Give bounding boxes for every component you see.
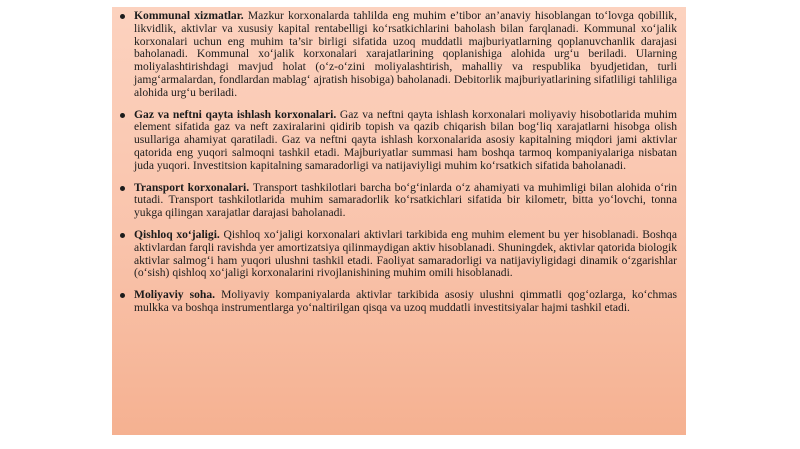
bullet-dot-icon: [120, 14, 125, 19]
bullet-heading: Transport korxonalari.: [134, 180, 253, 194]
bullet-dot-icon: [120, 113, 125, 118]
bullet-heading: Qishloq xo‘jaligi.: [134, 227, 224, 241]
bullet-text: Mazkur korxonalarda tahlilda eng muhim e’tibor an’anaviy hisoblangan to‘lovga qobillik, likvidlik, aktivlar va xususiy kapital rentabelligi ko‘rsatkichlarini baholash bilan farqlanadi. Kommunal xo‘jalik korxonalari uchun eng muhim ta’sir birligi sifatida uzoq muddatli majburiyatlarning qoplanuvchanlik darajasi baholanadi. Kommunal xo‘jalik korxonalari xarajatlarining qoplanishiga alohida urg‘u beriladi. Ularning moliyalashtirishdagi mavjud holat (o‘z-o‘zini moliyalashtirish, mahalliy va respublika byudjetidan, turli jamg‘armalardan, fondlardan mablag‘ ajratish hisobiga) baholanadi. Debitorlik majburiyatlarining sifatliligi tahliliga alohida urg‘u beriladi.: [134, 9, 677, 99]
bullet-list: [120, 10, 677, 315]
bullet-text: Moliyaviy kompaniyalarda aktivlar tarkibida asosiy ulushni qimmatli qog‘ozlarga, ko‘chmas mulkka va boshqa instrumentlarga yo‘naltirilgan qisqa va uzoq muddatli investitsiyalar hajmi tashkil etadi.: [134, 288, 677, 314]
bullet-heading: Kommunal xizmatlar.: [134, 9, 248, 22]
bullet-item-transport: [120, 182, 677, 220]
bullet-item-qishloq: [120, 229, 677, 280]
bullet-text: Transport tashkilotlari barcha bo‘g‘inlarda o‘z ahamiyati va muhimligi bilan alohida o‘rin tutadi. Transport tashkilotlarida muhim samaradorlik ko‘rsatkichlari sifatida bir kilometr, bitta yo‘lovchi, tonna yukga qilingan xarajatlar darajasi baholanadi.: [134, 180, 677, 220]
bullet-item-kommunal: [120, 10, 677, 100]
content-panel: [112, 7, 686, 435]
bullet-heading: Gaz va neftni qayta ishlash korxonalari.: [134, 107, 340, 121]
bullet-dot-icon: [120, 293, 125, 298]
bullet-dot-icon: [120, 186, 125, 191]
bullet-item-gaz-neft: [120, 109, 677, 173]
bullet-text: Gaz va neftni qayta ishlash korxonalari moliyaviy hisobotlarida muhim element sifatida gaz va neft zaxiralarini qidirib topish va qazib chiqarish bilan bog‘liq xarajatlarni hisobga olish usullariga ahamiyat qaratiladi. Gaz va neftni qayta ishlash korxonalarida asosiy kapitalning miqdori jami aktivlar qatorida eng yuqori salmoqni tashkil etadi. Majburiyatlar summasi ham boshqa tarmoq kompaniyalariga nisbatan juda yuqori. Investitsion kapitalning samaradorligi va natijaviyligi muhim ko‘rsatkich sifatida baholanadi.: [134, 107, 677, 172]
bullet-dot-icon: [120, 233, 125, 238]
bullet-text: Qishloq xo‘jaligi korxonalari aktivlari tarkibida eng muhim element bu yer hisoblanadi. Boshqa aktivlardan farqli ravishda yer amortizatsiya qilinmaydigan aktiv hisoblanadi. Shuningdek, aktivlar qatorida biologik aktivlar salmog‘i ham yuqori ulushni tashkil etadi. Faoliyat samaradorligi va natijaviyligidagi dinamik o‘zgarishlar (o‘sish) qishloq xo‘jaligi korxonalarini rivojlanishining muhim omili hisoblanadi.: [134, 227, 677, 280]
bullet-heading: Moliyaviy soha.: [134, 288, 222, 302]
bullet-item-moliyaviy: [120, 289, 677, 315]
